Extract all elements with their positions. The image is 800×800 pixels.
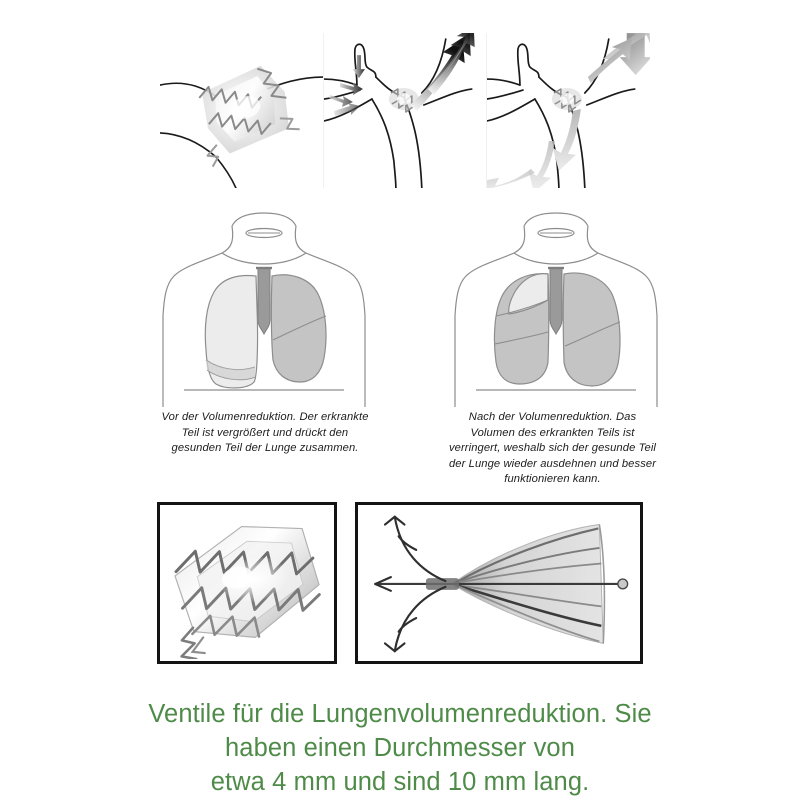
valve-device-graphic: [552, 88, 582, 112]
photo-valve-expanded: [355, 502, 643, 664]
torso-after-illustration: [452, 212, 660, 407]
exhalation-arrow: [409, 33, 474, 111]
panel-exhalation: [323, 33, 488, 188]
torso-after-volume-reduction: [452, 212, 660, 407]
valve-device-graphic: [188, 60, 303, 167]
airway-panel-row: [160, 33, 650, 188]
caption-before-volume-reduction: Vor der Volumenreduktion. Der erkrankte Teil ist vergrößert und drückt den gesunden Teil der Lunge zusammen.: [161, 411, 369, 454]
photo-valve-closeup: [157, 502, 337, 664]
lung-after-reduction-left: [494, 274, 548, 384]
trachea-shape: [548, 268, 564, 334]
valve-closeup-illustration: [162, 507, 332, 659]
torso-diagram-row: [160, 212, 660, 407]
inhalation-arrow: [588, 33, 650, 83]
healthy-lung-expanded: [563, 273, 620, 386]
caption-row: [160, 410, 660, 488]
mouth-shape: [538, 229, 574, 238]
summary-line-3: etwa 4 mm und sind 10 mm lang.: [210, 768, 590, 796]
valve-expanded-illustration: [360, 507, 638, 659]
blocked-airflow-arrow: [487, 109, 581, 188]
trachea-shape: [256, 268, 272, 334]
diseased-lung-enlarged: [205, 276, 257, 388]
valve-photo-row: [157, 502, 643, 664]
valve-in-airway-illustration: [160, 33, 323, 188]
panel-inhalation: [487, 33, 650, 188]
torso-before-illustration: [160, 212, 368, 407]
exhalation-illustration: [324, 33, 487, 188]
inhalation-illustration: [487, 33, 650, 188]
summary-line-1: Ventile für die Lungenvolumenreduktion. Sie: [148, 700, 652, 728]
summary-caption: [0, 697, 800, 799]
summary-line-2: haben einen Durchmesser von: [225, 734, 575, 762]
torso-before-volume-reduction: [160, 212, 368, 407]
mouth-shape: [246, 229, 282, 238]
caption-after-volume-reduction: Nach der Volumenreduktion. Das Volumen des erkrankten Teils ist verringert, weshalb sich der gesunde Teil der Lunge wieder ausdehnen und besser funktionieren kann.: [448, 411, 657, 485]
panel-valve-in-airway: [160, 33, 323, 188]
healthy-lung-compressed: [271, 275, 326, 382]
